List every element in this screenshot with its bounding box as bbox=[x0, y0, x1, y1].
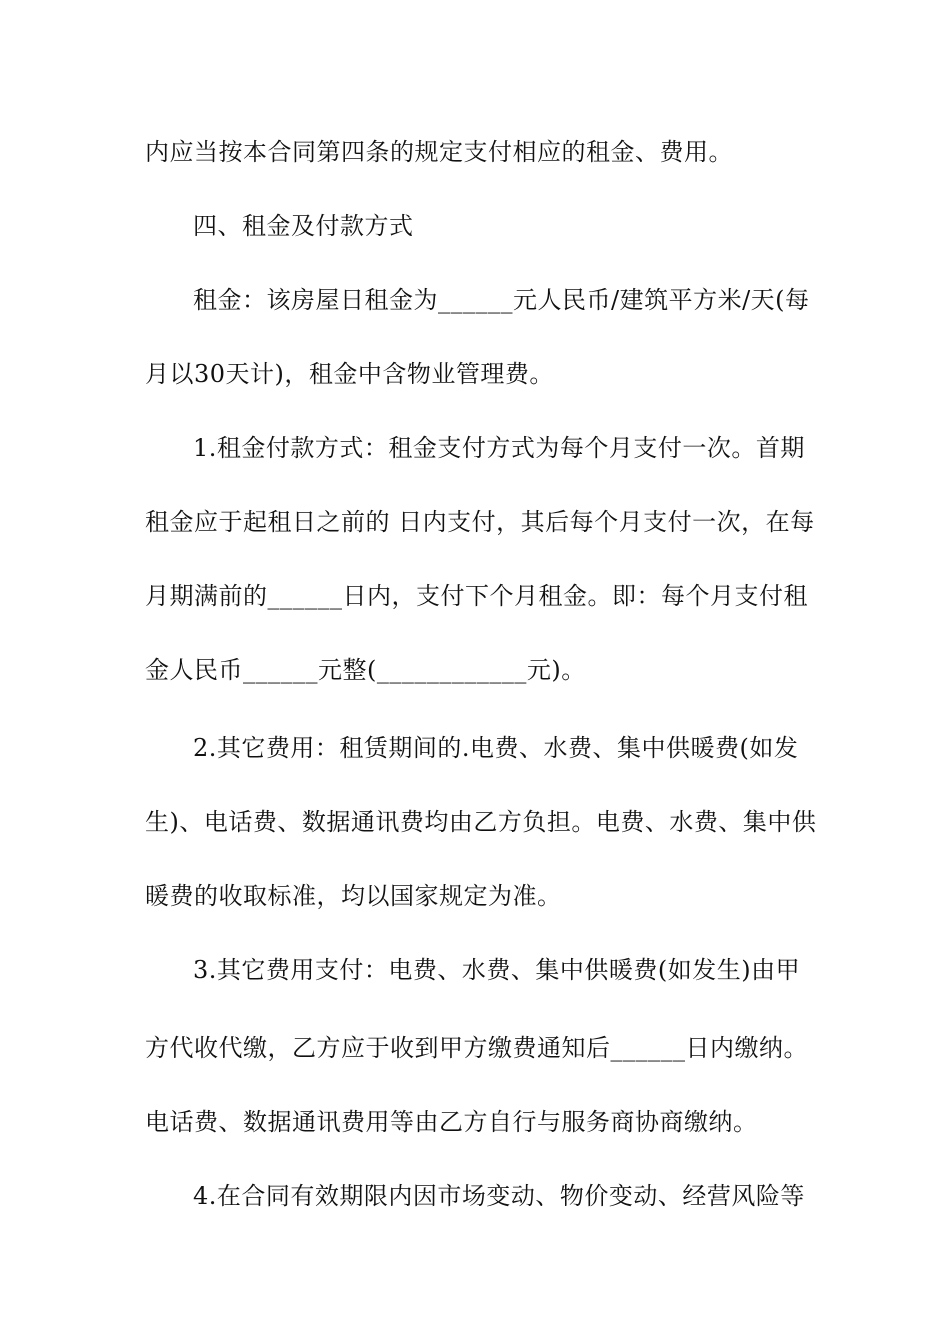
text-line: 3.其它费用支付：电费、水费、集中供暖费(如发生)由甲 bbox=[193, 956, 801, 984]
text-line: 租金：该房屋日租金为______元人民币/建筑平方米/天(每 bbox=[193, 286, 810, 314]
text-line: 暖费的收取标准，均以国家规定为准。 bbox=[145, 882, 562, 910]
text-line: 1.租金付款方式：租金支付方式为每个月支付一次。首期 bbox=[193, 434, 805, 462]
text-line: 电话费、数据通讯费用等由乙方自行与服务商协商缴纳。 bbox=[145, 1108, 758, 1136]
text-line: 月以30天计)，租金中含物业管理费。 bbox=[145, 360, 554, 388]
section-heading: 四、租金及付款方式 bbox=[193, 212, 414, 240]
text-line: 金人民币______元整(____________元)。 bbox=[145, 656, 586, 684]
text-line: 租金应于起租日之前的 日内支付，其后每个月支付一次，在每 bbox=[145, 508, 815, 536]
text-line: 月期满前的______日内，支付下个月租金。即：每个月支付租 bbox=[145, 582, 808, 610]
text-line: 内应当按本合同第四条的规定支付相应的租金、费用。 bbox=[145, 138, 733, 166]
text-line: 方代收代缴，乙方应于收到甲方缴费通知后______日内缴纳。 bbox=[145, 1034, 808, 1062]
text-line: 2.其它费用：租赁期间的.电费、水费、集中供暖费(如发 bbox=[193, 734, 799, 762]
text-line: 4.在合同有效期限内因市场变动、物价变动、经营风险等 bbox=[193, 1182, 805, 1210]
text-line: 生)、电话费、数据通讯费均由乙方负担。电费、水费、集中供 bbox=[145, 808, 817, 836]
